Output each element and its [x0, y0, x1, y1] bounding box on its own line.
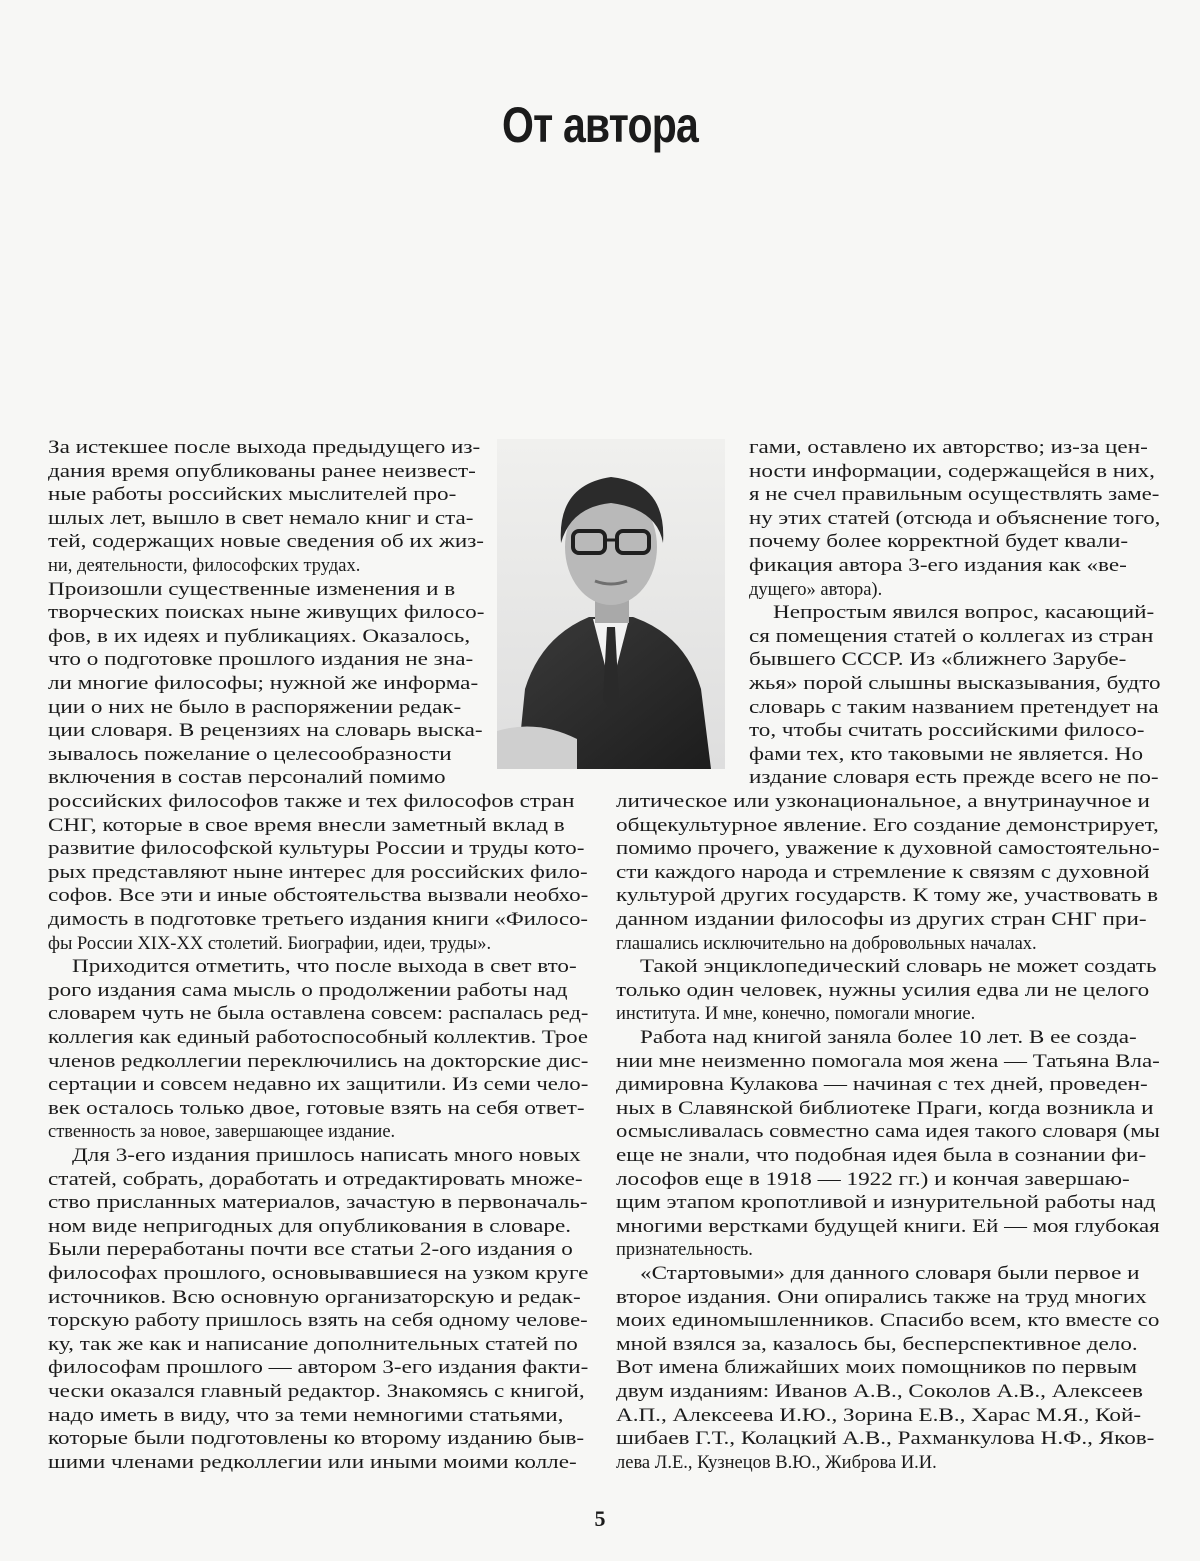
text-line: включения в состав персоналий помимо — [48, 768, 446, 789]
text-line: тей, содержащих новые сведения об их жиз- — [48, 532, 484, 553]
text-line: ся помещения статей о коллегах из стран — [749, 626, 1154, 647]
text-line: сертации и совсем недавно их защитили. Из семи чело- — [48, 1075, 589, 1096]
page-title: От автора — [502, 97, 698, 153]
text-line: Для 3-его издания пришлось написать много новых — [72, 1146, 581, 1166]
text-line: дания время опубликованы ранее неизвест- — [48, 461, 476, 482]
text-line: источников. Всю основную организаторскую и редак- — [48, 1287, 581, 1308]
text-line: Работа над книгой заняла более 10 лет. В ее созда- — [640, 1028, 1137, 1048]
text-line: шибаев Г.Т., Колацкий А.В., Рахманкулова Н.Ф., Яков- — [616, 1429, 1155, 1450]
text-line: Непростым явился вопрос, касающий- — [773, 603, 1155, 624]
text-line: Вот имена ближайших моих помощников по первым — [616, 1358, 1138, 1379]
text-line: членов редколлегии переключились на докторские дис- — [48, 1051, 589, 1072]
text-line: мной взялся за, казалось бы, бесперспективное дело. — [616, 1334, 1138, 1355]
text-line: то, чтобы считать российскими филосо- — [749, 721, 1145, 742]
text-line: словарем чуть не была оставлена совсем: распалась ред- — [48, 1004, 589, 1025]
text-line: рого издания сама мысль о продолжении работы над — [48, 980, 568, 1001]
text-line: ных в Славянской библиотеке Праги, когда возникла и — [616, 1098, 1154, 1119]
text-line: я не счел правильным осуществлять заме- — [749, 485, 1160, 506]
text-line: Произошли существенные изменения и в — [48, 579, 456, 600]
text-line: развитие философской культуры России и труды кото- — [48, 839, 585, 860]
text-line: словарь с таким названием претендует на — [749, 697, 1159, 718]
text-line: Такой энциклопедический словарь не может создать — [640, 957, 1157, 978]
text-line: ности информации, содержащейся в них, — [749, 461, 1155, 482]
text-line: лева Л.Е., Кузнецов В.Ю., Жиброва И.И. — [616, 1452, 937, 1473]
text-line: глашались исключительно на добровольных началах. — [616, 933, 1037, 954]
text-line: сти каждого народа и стремление к связям с духовной — [616, 862, 1150, 883]
text-line: почему более корректной будет квали- — [749, 532, 1129, 553]
text-line: двум изданиям: Иванов А.В., Соколов А.В., Алексеев — [616, 1382, 1143, 1402]
text-line: ли многие философы; нужной же информа- — [48, 674, 479, 694]
text-line: фами тех, кто таковыми не является. Но — [749, 744, 1144, 765]
text-line: бывшего СССР. Из «ближнего Зарубе- — [749, 650, 1127, 671]
text-line: признательность. — [616, 1240, 753, 1261]
text-line: статей, собрать, доработать и отредактировать множе- — [48, 1169, 583, 1190]
text-line: философам прошлого — автором 3-его издания факти- — [48, 1358, 589, 1379]
text-line: димость в подготовке третьего издания книги «Филосо- — [48, 910, 588, 930]
text-line: торскую работу пришлось взять на себя одному челове- — [48, 1311, 588, 1332]
text-line: «Стартовыми» для данного словаря были первое и — [640, 1264, 1140, 1284]
text-line: шими членами редколлегии или иными моими колле- — [48, 1452, 577, 1473]
text-line: рых представляют ныне интерес для российских фило- — [48, 862, 588, 883]
text-line: шлых лет, вышло в свет немало книг и ста- — [48, 508, 474, 529]
text-line: многими верстками будущей книги. Ей — моя глубокая — [616, 1216, 1160, 1237]
text-line: ну этих статей (отсюда и объяснение того, — [749, 508, 1161, 529]
text-line: ство присланных материалов, зачастую в первоначаль- — [48, 1193, 588, 1214]
text-line: творческих поисках ныне живущих филосо- — [48, 603, 485, 624]
text-line: ственность за новое, завершающее издание. — [48, 1122, 396, 1143]
text-line: нии мне неизменно помогала моя жена — Татьяна Вла- — [616, 1051, 1160, 1072]
text-line: моих единомышленников. Спасибо всем, кто вместе со — [616, 1311, 1160, 1332]
text-line: ном виде непригодных для опубликования в словаре. — [48, 1216, 572, 1237]
page-number: 5 — [594, 1506, 606, 1531]
text-line: ни, деятельности, философских трудах. — [48, 556, 361, 576]
text-line: которые были подготовлены ко второму изданию быв- — [48, 1429, 585, 1450]
text-line: димировна Кулакова — начиная с тех дней, проведен- — [616, 1075, 1148, 1096]
text-line: данном издании философы из других стран СНГ при- — [616, 910, 1147, 930]
author-portrait-icon — [497, 439, 725, 769]
text-line: За истекшее после выхода предыдущего из- — [48, 438, 481, 458]
text-line: российских философов также и тех философов стран — [48, 792, 575, 812]
text-line: второе издания. Они опирались также на труд многих — [616, 1287, 1147, 1308]
text-line: СНГ, которые в свое время внесли заметный вклад в — [48, 815, 565, 836]
text-line: издание словаря есть прежде всего не по- — [749, 768, 1159, 789]
text-line: общекультурное явление. Его создание демонстрирует, — [616, 815, 1159, 836]
text-line: ции о них не было в распоряжении редак- — [48, 697, 462, 718]
text-line: чески оказался главный редактор. Знакомясь с книгой, — [48, 1382, 585, 1402]
text-line: Были переработаны почти все статьи 2-ого издания о — [48, 1240, 573, 1261]
text-line: литическое или узконациональное, а внутринаучное и — [616, 792, 1150, 812]
text-line: надо иметь в виду, что за теми немногими статьями, — [48, 1405, 564, 1426]
text-line: фы России XIX-XX столетий. Биографии, идеи, труды». — [48, 933, 492, 954]
text-line: фов, в их идеях и публикациях. Оказалось, — [48, 626, 471, 647]
text-line: осмысливалась совместно сама идея такого словаря (мы — [616, 1122, 1160, 1143]
text-line: культурой других государств. К тому же, участвовать в — [616, 886, 1159, 907]
text-line: ку, так же как и написание дополнительных статей по — [48, 1334, 578, 1355]
text-line: щим этапом кропотливой и изнурительной работы над — [616, 1193, 1156, 1214]
text-line: ные работы российских мыслителей про- — [48, 485, 457, 506]
text-line: жья» порой слышны высказывания, будто — [749, 674, 1161, 694]
author-portrait-photo — [497, 439, 725, 769]
text-line: зывалось пожелание о целесообразности — [48, 744, 452, 765]
text-line: что о подготовке прошлого издания не зна- — [48, 650, 474, 671]
text-line: коллегия как единый работоспособный коллектив. Трое — [48, 1028, 588, 1048]
text-line: ции словаря. В рецензиях на словарь выска- — [48, 721, 483, 742]
text-line: фикация автора 3-его издания как «ве- — [749, 556, 1127, 576]
text-line: лософов еще в 1918 — 1922 гг.) и кончая завершаю- — [616, 1169, 1130, 1190]
text-line: помимо прочего, уважение к духовной самостоятельно- — [616, 839, 1160, 860]
text-line: гами, оставлено их авторство; из-за цен- — [749, 438, 1148, 458]
text-line: век осталось только двое, готовые взять на себя ответ- — [48, 1098, 585, 1119]
text-line: Приходится отметить, что после выхода в свет вто- — [72, 957, 577, 978]
text-line: А.П., Алексеева И.Ю., Зорина Е.В., Харас М.Я., Кой- — [616, 1405, 1142, 1426]
text-line: софов. Все эти и иные обстоятельства вызвали необхо- — [48, 886, 589, 907]
text-line: дущего» автора). — [749, 579, 883, 600]
text-line: только один человек, нужны усилия едва ли не целого — [616, 980, 1150, 1001]
text-line: института. И мне, конечно, помогали многие. — [616, 1004, 976, 1025]
text-line: еще не знали, что подобная идея была в сознании фи- — [616, 1146, 1147, 1166]
text-line: философах прошлого, основывавшиеся на узком круге — [48, 1264, 589, 1284]
